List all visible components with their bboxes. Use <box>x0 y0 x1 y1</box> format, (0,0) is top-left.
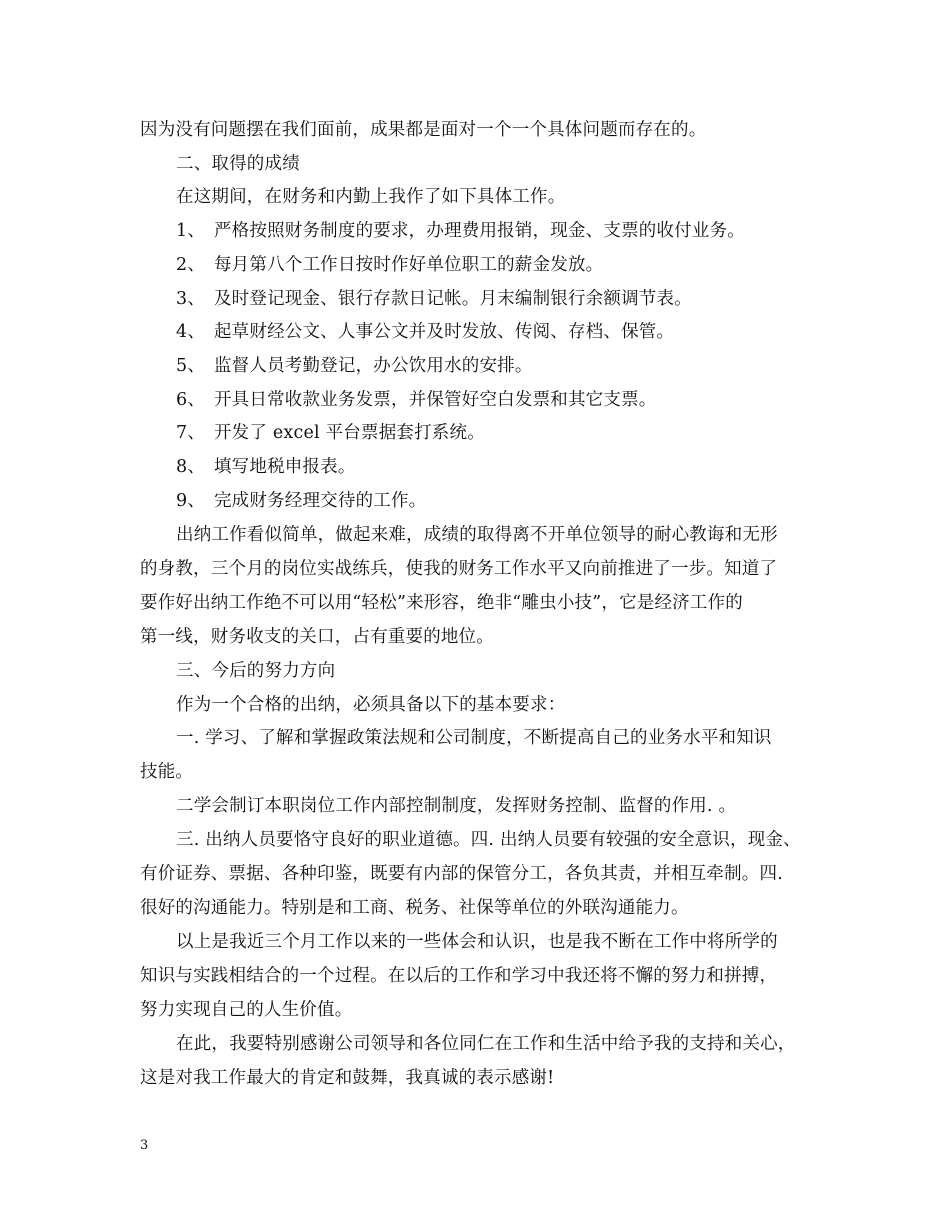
text-line: 在这期间，在财务和内勤上我作了如下具体工作。 <box>176 187 566 207</box>
page-number: 3 <box>140 1138 149 1153</box>
text-line: 努力实现自己的人生价值。 <box>140 1000 353 1020</box>
text-line: 作为一个合格的出纳，必须具备以下的基本要求： <box>176 695 566 715</box>
text-line: 这是对我工作最大的肯定和鼓舞，我真诚的表示感谢! <box>140 1068 555 1088</box>
text-line: 很好的沟通能力。特别是和工商、税务、社保等单位的外联沟通能力。 <box>140 898 689 918</box>
list-item: 4、 起草财经公文、人事公文并及时发放、传阅、存档、保管。 <box>176 322 675 342</box>
list-item: 5、 监督人员考勤登记，办公饮用水的安排。 <box>176 356 533 376</box>
text-line: 因为没有问题摆在我们面前，成果都是面对一个一个具体问题而存在的。 <box>140 120 707 140</box>
text-line: 第一线，财务收支的关口，占有重要的地位。 <box>140 627 494 647</box>
text-line: 出纳工作看似简单，做起来难，成绩的取得离不开单位领导的耐心教诲和无形 <box>176 525 778 545</box>
list-item: 8、 填写地税申报表。 <box>176 457 356 477</box>
list-item: 3、 及时登记现金、银行存款日记帐。月末编制银行余额调节表。 <box>176 289 692 309</box>
text-line: 一. 学习、了解和掌握政策法规和公司制度，不断提高自己的业务水平和知识 <box>176 728 772 748</box>
text-line: 的身教，三个月的岗位实战练兵，使我的财务工作水平又向前推进了一步。知道了 <box>140 559 778 579</box>
list-item: 2、 每月第八个工作日按时作好单位职工的薪金发放。 <box>176 255 604 275</box>
text-line: 技能。 <box>140 762 194 782</box>
text-line: 以上是我近三个月工作以来的一些体会和认识，也是我不断在工作中将所学的 <box>176 932 778 952</box>
section-heading: 二、取得的成绩 <box>176 154 300 174</box>
text-line: 要作好出纳工作绝不可以用“轻松”来形容，绝非“雕虫小技”，它是经济工作的 <box>140 593 743 613</box>
text-line: 三. 出纳人员要恪守良好的职业道德。四. 出纳人员要有较强的安全意识，现金、 <box>176 830 801 850</box>
list-item: 6、 开具日常收款业务发票，并保管好空白发票和其它支票。 <box>176 390 657 410</box>
text-line: 知识与实践相结合的一个过程。在以后的工作和学习中我还将不懈的努力和拼搏， <box>140 966 778 986</box>
list-item: 1、 严格按照财务制度的要求，办理费用报销，现金、支票的收付业务。 <box>176 221 745 241</box>
text-line: 在此，我要特别感谢公司领导和各位同仁在工作和生活中给予我的支持和关心， <box>176 1034 796 1054</box>
section-heading: 三、今后的努力方向 <box>176 661 336 681</box>
text-line: 有价证券、票据、各种印鉴，既要有内部的保管分工，各负其责，并相互牵制。四. <box>140 864 783 884</box>
text-line: 二学会制订本职岗位工作内部控制制度，发挥财务控制、监督的作用. 。 <box>176 796 737 816</box>
list-item: 7、 开发了 excel 平台票据套打系统。 <box>176 423 485 443</box>
list-item: 9、 完成财务经理交待的工作。 <box>176 491 427 511</box>
